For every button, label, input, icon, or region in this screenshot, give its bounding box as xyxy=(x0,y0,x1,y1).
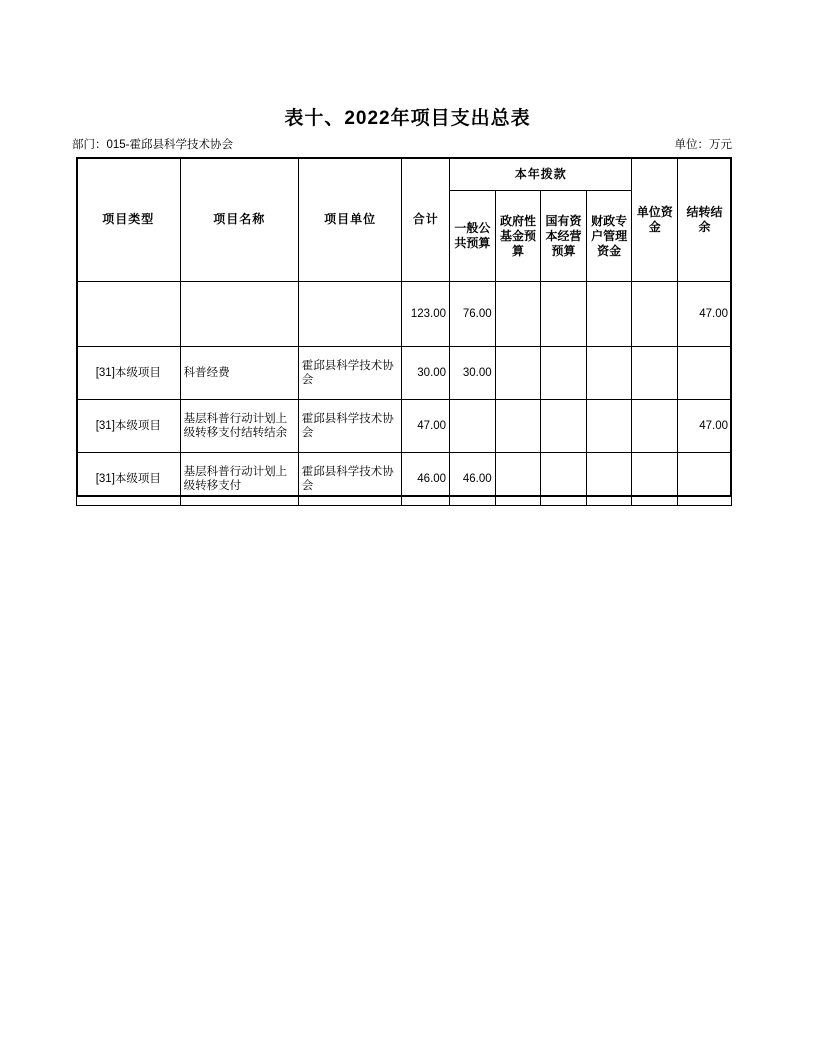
header-fiscal-special-account-fund: 财政专户管理资金 xyxy=(586,191,632,282)
cell-state-capital-operation-budget xyxy=(541,453,587,506)
table-row xyxy=(77,400,732,453)
header-state-capital-operation-budget: 国有资本经营预算 xyxy=(541,191,587,282)
cell-fiscal-special-account-fund xyxy=(586,347,632,400)
cell-fiscal-special-account-fund xyxy=(586,400,632,453)
cell-unit-fund xyxy=(632,453,678,506)
department-label: 部门：015-霍邱县科学技术协会 xyxy=(72,139,234,151)
cell-total: 46.00 xyxy=(402,453,450,506)
cell-total: 47.00 xyxy=(402,400,450,453)
cell-government-fund-budget xyxy=(495,282,541,347)
cell-carryover-balance xyxy=(678,453,732,506)
cell-general-public-budget: 46.00 xyxy=(450,453,496,506)
cell-carryover-balance xyxy=(678,347,732,400)
cell-government-fund-budget xyxy=(495,453,541,506)
cell-unit-fund xyxy=(632,400,678,453)
cell-carryover-balance: 47.00 xyxy=(678,282,732,347)
cell-state-capital-operation-budget xyxy=(541,400,587,453)
cell-unit-fund xyxy=(632,282,678,347)
header-total: 合计 xyxy=(402,158,450,282)
cell-general-public-budget: 30.00 xyxy=(450,347,496,400)
meta-row xyxy=(72,136,732,152)
cell-state-capital-operation-budget xyxy=(541,282,587,347)
header-unit-fund: 单位资金 xyxy=(632,158,678,282)
header-general-public-budget: 一般公共预算 xyxy=(450,191,496,282)
cell-project-name: 基层科普行动计划上级转移支付结转结余 xyxy=(180,400,298,453)
project-expenditure-table xyxy=(76,157,732,506)
cell-government-fund-budget xyxy=(495,347,541,400)
cell-project-type: [31]本级项目 xyxy=(77,347,181,400)
cell-project-name xyxy=(180,282,298,347)
header-project-type: 项目类型 xyxy=(77,158,181,282)
cell-project-type: [31]本级项目 xyxy=(77,453,181,506)
table-row xyxy=(77,453,732,506)
cell-general-public-budget xyxy=(450,400,496,453)
header-project-name: 项目名称 xyxy=(180,158,298,282)
header-carryover-balance: 结转结余 xyxy=(678,158,732,282)
cell-project-name: 科普经费 xyxy=(180,347,298,400)
cell-carryover-balance: 47.00 xyxy=(678,400,732,453)
cell-fiscal-special-account-fund xyxy=(586,453,632,506)
cell-project-unit xyxy=(298,282,402,347)
cell-fiscal-special-account-fund xyxy=(586,282,632,347)
cell-state-capital-operation-budget xyxy=(541,347,587,400)
cell-project-unit: 霍邱县科学技术协会 xyxy=(298,400,402,453)
cell-government-fund-budget xyxy=(495,400,541,453)
header-project-unit: 项目单位 xyxy=(298,158,402,282)
cell-project-unit: 霍邱县科学技术协会 xyxy=(298,347,402,400)
table-row xyxy=(77,347,732,400)
table-row xyxy=(77,282,732,347)
cell-total: 30.00 xyxy=(402,347,450,400)
header-current-year-group: 本年拨款 xyxy=(450,158,632,191)
header-government-fund-budget: 政府性基金预算 xyxy=(495,191,541,282)
cell-unit-fund xyxy=(632,347,678,400)
cell-total: 123.00 xyxy=(402,282,450,347)
table-header-top xyxy=(77,158,732,191)
page-title: 表十、2022年项目支出总表 xyxy=(284,108,531,129)
cell-project-type xyxy=(77,282,181,347)
cell-project-name: 基层科普行动计划上级转移支付 xyxy=(180,453,298,506)
cell-project-unit: 霍邱县科学技术协会 xyxy=(298,453,402,506)
cell-project-type: [31]本级项目 xyxy=(77,400,181,453)
cell-general-public-budget: 76.00 xyxy=(450,282,496,347)
unit-label: 单位：万元 xyxy=(674,139,732,151)
